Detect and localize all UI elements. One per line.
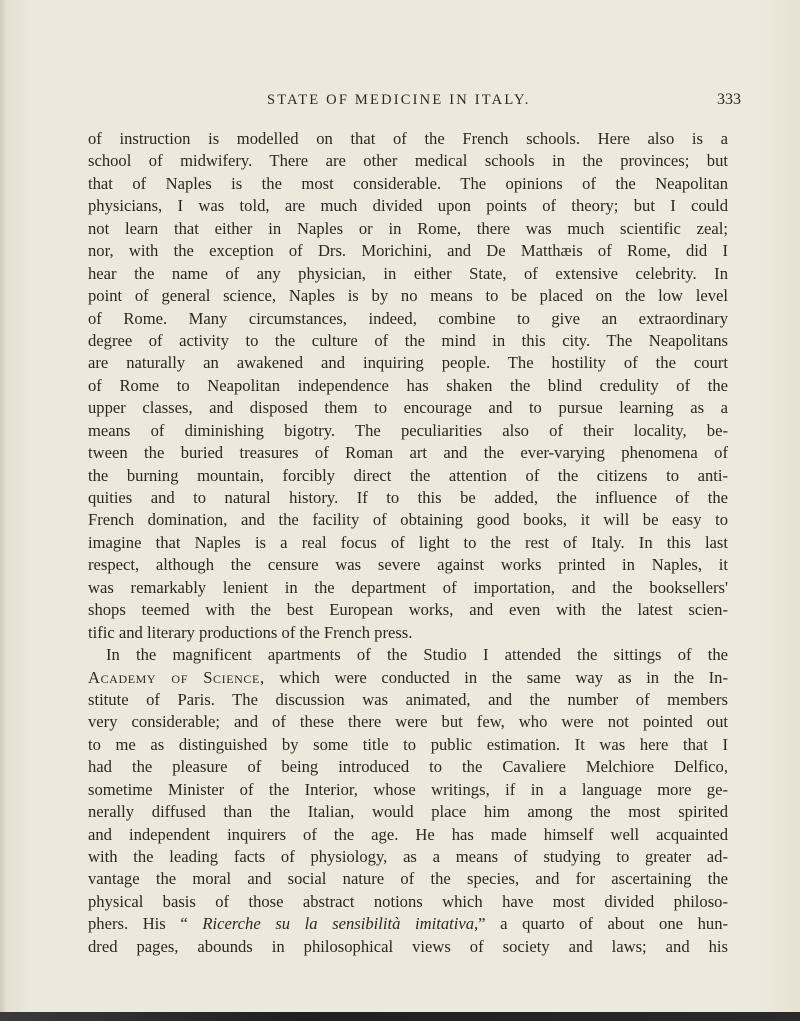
text-line: point of general science, Naples is by no means to be placed on the low level — [88, 286, 728, 306]
text-line: dred pages, abounds in philosophical views of society and laws; and his — [88, 936, 728, 956]
text-line: French domination, and the facility of obtaining good books, it will be easy to — [88, 510, 728, 530]
text-line: physicians, I was told, are much divided upon points of theory; but I could — [88, 196, 728, 216]
paragraph-start-line: In the magnificent apartments of the Studio I attended the sittings of the — [106, 645, 728, 665]
text-line: upper classes, and disposed them to encourage and to pursue learning as a — [88, 398, 728, 418]
text-line: quities and to natural history. If to this be added, the influence of the — [88, 488, 728, 507]
text-line: nor, with the exception of Drs. Morichini, and De Matthæis of Rome, did I — [88, 241, 728, 261]
text-line: of Rome. Many circumstances, indeed, combine to give an extraordinary — [88, 308, 728, 328]
text-line: of Rome to Neapolitan independence has shaken the blind credulity of the — [88, 375, 728, 395]
scan-bottom-edge — [0, 1012, 800, 1021]
text-line: are naturally an awakened and inquiring people. The hostility of the court — [88, 353, 728, 373]
text-line: degree of activity to the culture of the mind in this city. The Neapolitans — [88, 330, 728, 350]
body-text — [88, 128, 728, 958]
text-line: imagine that Naples is a real focus of light to the rest of Italy. In this last — [88, 532, 728, 552]
text-fragment: ” a quarto of about one hun- — [478, 914, 729, 934]
text-line: vantage the moral and social nature of the species, and for ascertaining the — [88, 869, 728, 889]
page-header — [0, 92, 800, 116]
italic-book-title: Ricerche su la sensibilità imitativa, — [202, 914, 479, 934]
text-line — [88, 913, 728, 935]
running-head: STATE OF MEDICINE IN ITALY. — [267, 92, 531, 108]
text-line: tween the buried treasures of Roman art and the ever-varying phenomena of — [88, 443, 728, 463]
text-fragment: which were conducted in the same way as in the In- — [264, 667, 728, 687]
text-line: nerally diffused than the Italian, would place him among the most spirited — [88, 802, 728, 822]
text-line: school of midwifery. There are other medical schools in the provinces; but — [88, 151, 728, 171]
text-line: hear the name of any physician, in either State, of extensive celebrity. In — [88, 263, 728, 283]
text-fragment: phers. His — [88, 914, 166, 934]
text-line: tific and literary productions of the French press. — [88, 622, 413, 642]
academy-name: Academy of Science, — [88, 667, 265, 687]
text-line: very considerable; and of these there were but few, who were not pointed out — [88, 712, 728, 732]
page-gutter-shadow — [0, 0, 6, 1021]
text-line: sometime Minister of the Interior, whose writings, if in a language more ge- — [88, 779, 728, 799]
text-line — [88, 667, 728, 689]
text-line: shops teemed with the best European works, and even with the latest scien- — [88, 600, 728, 620]
text-line: respect, although the censure was severe against works printed in Naples, it — [88, 555, 728, 575]
text-line: stitute of Paris. The discussion was animated, and the number of members — [88, 689, 728, 709]
text-line: of instruction is modelled on that of the French schools. Here also is a — [88, 129, 728, 148]
text-line: and independent inquirers of the age. He has made himself well acquainted — [88, 824, 728, 844]
text-line: with the leading facts of physiology, as a means of studying to greater ad- — [88, 847, 728, 866]
text-line: the burning mountain, forcibly direct the attention of the citizens to anti- — [88, 465, 728, 485]
text-line: not learn that either in Naples or in Rome, there was much scientific zeal; — [88, 218, 728, 238]
text-line: means of diminishing bigotry. The peculiarities also of their locality, be- — [88, 420, 728, 440]
page-number: 333 — [717, 91, 741, 108]
text-line: had the pleasure of being introduced to the Cavaliere Melchiore Delfico, — [88, 757, 728, 777]
text-line: physical basis of those abstract notions which have most divided philoso- — [88, 891, 728, 911]
text-line: that of Naples is the most considerable. The opinions of the Neapolitan — [88, 173, 728, 193]
text-line: was remarkably lenient in the department of importation, and the booksellers' — [88, 577, 728, 597]
text-line: to me as distinguished by some title to public estimation. It was here that I — [88, 734, 728, 754]
text-fragment: “ — [165, 914, 203, 934]
